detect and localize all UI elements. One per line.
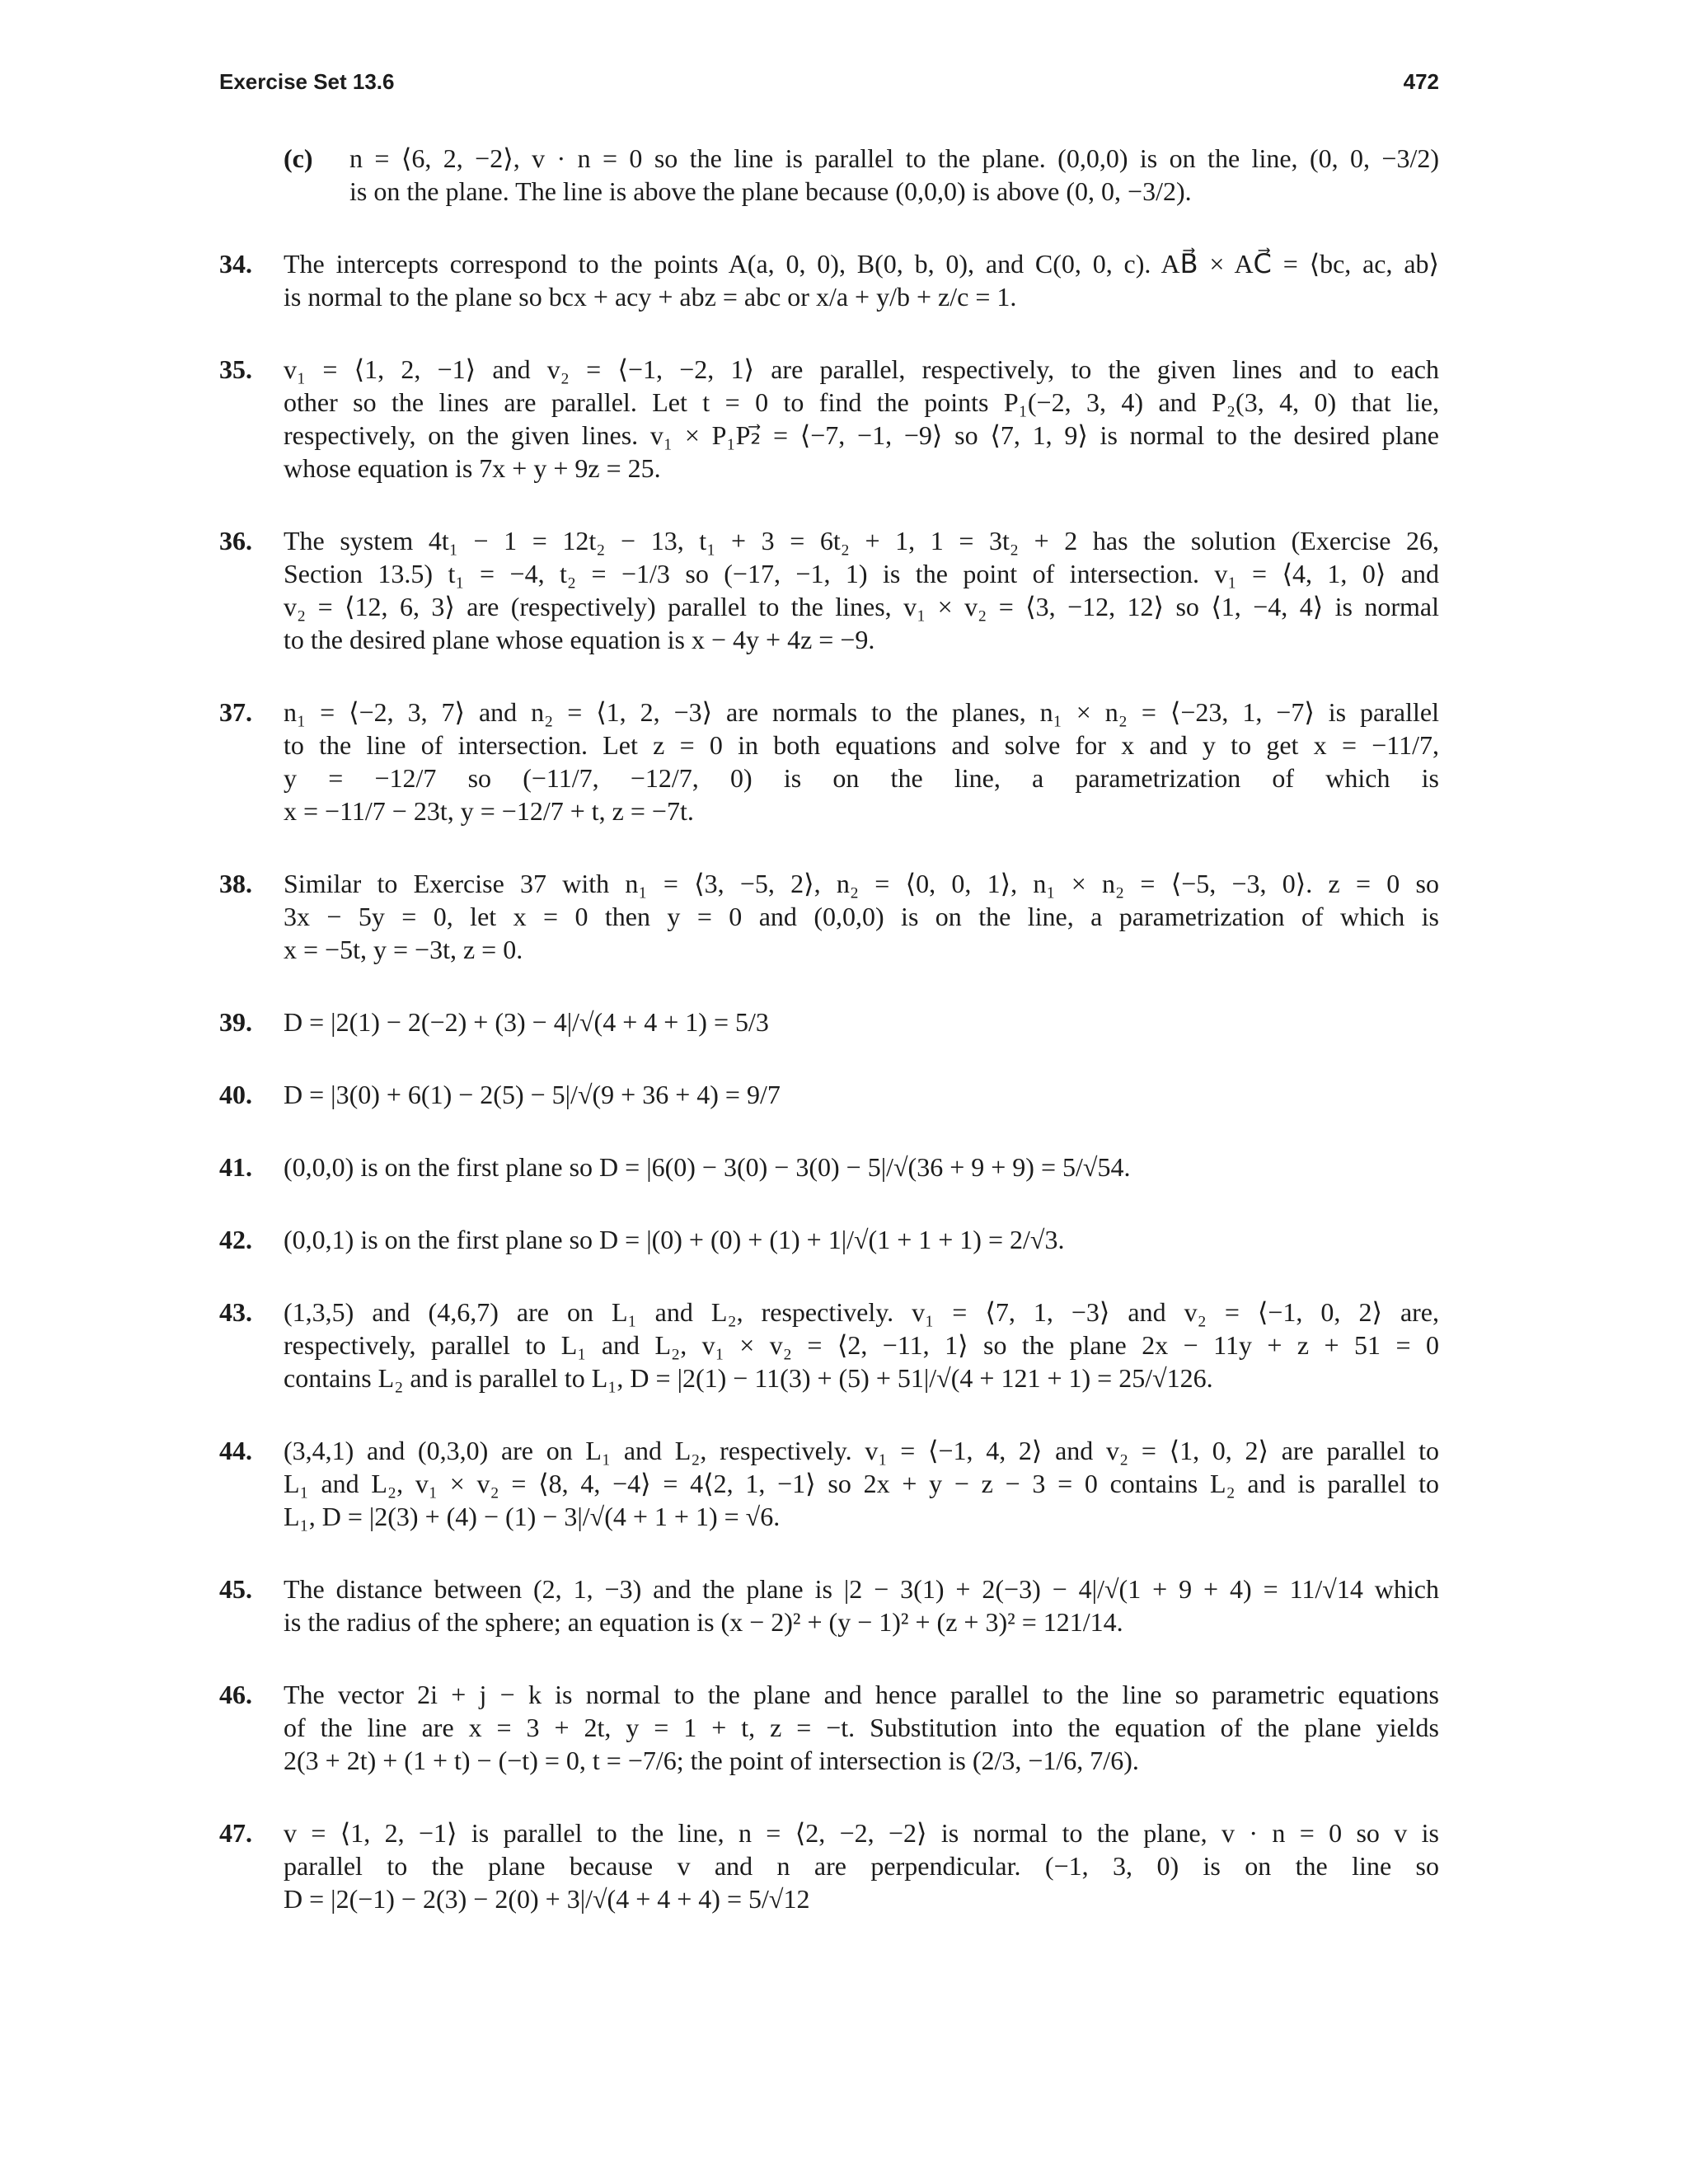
solution-line: is on the plane. The line is above the plane because (0,0,0) is above (0, 0, −3/2).	[349, 176, 1192, 206]
exercise-item	[219, 1296, 1439, 1394]
exercise-solution	[349, 142, 1439, 208]
solution-line: x = −11/7 − 23t, y = −12/7 + t, z = −7t.	[284, 796, 694, 826]
solution-line: (3,4,1) and (0,3,0) are on L₁ and L₂, respectively. v₁ = ⟨−1, 4, 2⟩ and v₂ = ⟨1, 0, 2⟩ are parallel to	[284, 1436, 1439, 1465]
solution-line: The system 4t₁ − 1 = 12t₂ − 13, t₁ + 3 = 6t₂ + 1, 1 = 3t₂ + 2 has the solution (Exercise 26,	[284, 526, 1439, 555]
solution-line: D = |3(0) + 6(1) − 2(5) − 5|/√(9 + 36 + 4) = 9/7	[284, 1080, 781, 1109]
exercise-number: 40.	[219, 1080, 252, 1109]
solution-line: D = |2(−1) − 2(3) − 2(0) + 3|/√(4 + 4 + 4) = 5/√12	[284, 1884, 810, 1914]
exercise-solution	[284, 524, 1439, 656]
exercise-item	[219, 1223, 1439, 1256]
solution-line: (0,0,1) is on the first plane so D = |(0) + (0) + (1) + 1|/√(1 + 1 + 1) = 2/√3.	[284, 1225, 1065, 1254]
exercise-solution	[284, 696, 1439, 827]
solution-line: x = −5t, y = −3t, z = 0.	[284, 935, 523, 964]
exercise-item	[219, 1005, 1439, 1038]
exercise-item	[219, 353, 1439, 485]
solution-line: L₁, D = |2(3) + (4) − (1) − 3|/√(4 + 1 + 1) = √6.	[284, 1502, 781, 1531]
solution-line: (1,3,5) and (4,6,7) are on L₁ and L₂, respectively. v₁ = ⟨7, 1, −3⟩ and v₂ = ⟨−1, 0, 2⟩ are,	[284, 1297, 1440, 1327]
exercise-solution	[284, 353, 1439, 485]
exercise-solution	[284, 1296, 1439, 1394]
solution-line: The vector 2i + j − k is normal to the plane and hence parallel to the line so parametric equations	[284, 1680, 1439, 1709]
exercise-solution	[284, 1572, 1439, 1638]
exercise-item	[219, 867, 1439, 966]
exercise-item	[219, 696, 1439, 827]
solution-line: 2(3 + 2t) + (1 + t) − (−t) = 0, t = −7/6; the point of intersection is (2/3, −1/6, 7/6).	[284, 1746, 1139, 1775]
solution-line: v₂ = ⟨12, 6, 3⟩ are (respectively) parallel to the lines, v₁ × v₂ = ⟨3, −12, 12⟩ so ⟨1, −4, 4⟩ is normal	[284, 592, 1439, 621]
solution-line: contains L₂ and is parallel to L₁, D = |2(1) − 11(3) + (5) + 51|/√(4 + 121 + 1) = 25/√126.	[284, 1363, 1213, 1393]
solution-line: to the line of intersection. Let z = 0 in both equations and solve for x and y to get x = −11/7,	[284, 730, 1439, 760]
exercise-solution	[284, 1678, 1439, 1777]
solution-line: (0,0,0) is on the first plane so D = |6(0) − 3(0) − 3(0) − 5|/√(36 + 9 + 9) = 5/√54.	[284, 1152, 1131, 1182]
exercise-number: 46.	[219, 1680, 252, 1709]
solution-line: whose equation is 7x + y + 9z = 25.	[284, 453, 661, 483]
solution-line: n₁ = ⟨−2, 3, 7⟩ and n₂ = ⟨1, 2, −3⟩ are normals to the planes, n₁ × n₂ = ⟨−23, 1, −7⟩ is parallel	[284, 697, 1439, 727]
exercise-number: (c)	[284, 143, 313, 173]
exercise-number: 39.	[219, 1007, 252, 1037]
solution-line: is the radius of the sphere; an equation is (x − 2)² + (y − 1)² + (z + 3)² = 121/14.	[284, 1607, 1123, 1637]
exercise-solution	[284, 247, 1439, 313]
solution-line: respectively, parallel to L₁ and L₂, v₁ × v₂ = ⟨2, −11, 1⟩ so the plane 2x − 11y + z + 51 = 0	[284, 1330, 1439, 1360]
solution-line: v₁ = ⟨1, 2, −1⟩ and v₂ = ⟨−1, −2, 1⟩ are parallel, respectively, to the given lines and to each	[284, 354, 1439, 384]
exercise-number: 37.	[219, 697, 252, 727]
exercise-number: 45.	[219, 1574, 252, 1604]
solution-line: L₁ and L₂, v₁ × v₂ = ⟨8, 4, −4⟩ = 4⟨2, 1, −1⟩ so 2x + y − z − 3 = 0 contains L₂ and is parallel to	[284, 1469, 1439, 1498]
solution-line: Section 13.5) t₁ = −4, t₂ = −1/3 so (−17, −1, 1) is the point of intersection. v₁ = ⟨4, 1, 0⟩ and	[284, 559, 1439, 588]
exercise-solution	[284, 1078, 1439, 1111]
exercise-number: 38.	[219, 869, 252, 898]
solution-line: Similar to Exercise 37 with n₁ = ⟨3, −5, 2⟩, n₂ = ⟨0, 0, 1⟩, n₁ × n₂ = ⟨−5, −3, 0⟩. z = 0 so	[284, 869, 1439, 898]
exercise-item	[219, 1078, 1439, 1111]
exercise-number: 43.	[219, 1297, 252, 1327]
exercise-number: 44.	[219, 1436, 252, 1465]
exercise-solution	[284, 1151, 1439, 1183]
solution-line: n = ⟨6, 2, −2⟩, v · n = 0 so the line is parallel to the plane. (0,0,0) is on the line, (0, 0, −3/2)	[349, 143, 1439, 173]
solution-line: parallel to the plane because v and n are perpendicular. (−1, 3, 0) is on the line so	[284, 1851, 1439, 1881]
solution-line: to the desired plane whose equation is x − 4y + 4z = −9.	[284, 625, 875, 654]
solution-line: D = |2(1) − 2(−2) + (3) − 4|/√(4 + 4 + 1) = 5/3	[284, 1007, 769, 1037]
exercise-item	[219, 1434, 1439, 1533]
exercise-item	[219, 524, 1439, 656]
running-header-section: Exercise Set 13.6	[219, 69, 395, 94]
exercise-item	[219, 142, 1439, 208]
exercise-item	[219, 1151, 1439, 1183]
solution-line: The intercepts correspond to the points A(a, 0, 0), B(0, b, 0), and C(0, 0, c). AB⃗ × AC⃗ = ⟨bc, ac, ab⟩	[284, 249, 1439, 279]
exercise-solution	[284, 867, 1439, 966]
exercise-solution	[284, 1223, 1439, 1256]
exercise-item	[219, 247, 1439, 313]
solutions-body	[219, 142, 1439, 1955]
page-number: 472	[1403, 69, 1439, 94]
solution-line: other so the lines are parallel. Let t = 0 to find the points P₁(−2, 3, 4) and P₂(3, 4, 0) that lie,	[284, 387, 1439, 417]
exercise-number: 34.	[219, 249, 252, 279]
solution-line: is normal to the plane so bcx + acy + abz = abc or x/a + y/b + z/c = 1.	[284, 282, 1017, 312]
exercise-solution	[284, 1005, 1439, 1038]
solution-line: respectively, on the given lines. v₁ × P₁P₂⃗ = ⟨−7, −1, −9⟩ so ⟨7, 1, 9⟩ is normal to the desired plane	[284, 420, 1439, 450]
exercise-number: 47.	[219, 1818, 252, 1848]
exercise-number: 36.	[219, 526, 252, 555]
exercise-number: 41.	[219, 1152, 252, 1182]
solution-line: y = −12/7 so (−11/7, −12/7, 0) is on the line, a parametrization of which is	[284, 763, 1439, 793]
exercise-item	[219, 1816, 1439, 1915]
exercise-item	[219, 1678, 1439, 1777]
solution-line: The distance between (2, 1, −3) and the plane is |2 − 3(1) + 2(−3) − 4|/√(1 + 9 + 4) = 11/√14 which	[284, 1574, 1439, 1604]
exercise-number: 42.	[219, 1225, 252, 1254]
exercise-solution	[284, 1434, 1439, 1533]
exercise-number: 35.	[219, 354, 252, 384]
solution-line: v = ⟨1, 2, −1⟩ is parallel to the line, n = ⟨2, −2, −2⟩ is normal to the plane, v · n = 0 so v is	[284, 1818, 1439, 1848]
exercise-item	[219, 1572, 1439, 1638]
solution-line: of the line are x = 3 + 2t, y = 1 + t, z = −t. Substitution into the equation of the plane yields	[284, 1713, 1439, 1742]
exercise-solution	[284, 1816, 1439, 1915]
solution-line: 3x − 5y = 0, let x = 0 then y = 0 and (0,0,0) is on the line, a parametrization of which is	[284, 902, 1439, 931]
